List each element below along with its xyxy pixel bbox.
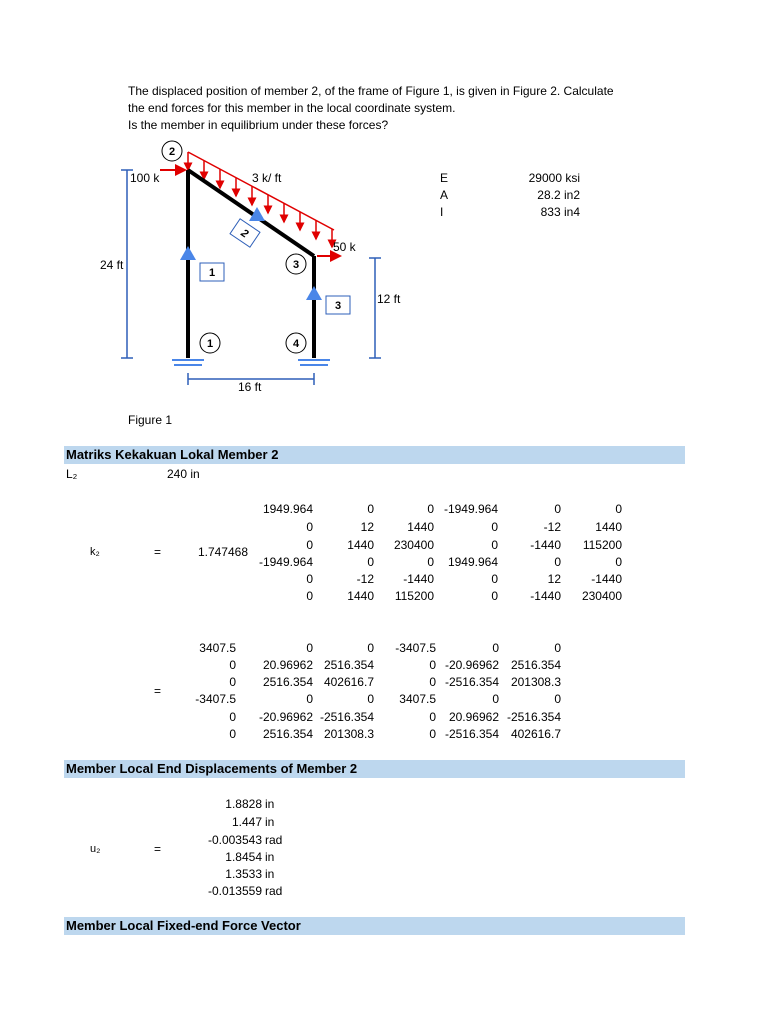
problem-line-3: Is the member in equilibrium under these forces? [128, 118, 389, 132]
matrix-cell: -1949.964 [443, 502, 498, 516]
displacement-unit: rad [265, 833, 283, 847]
matrix-cell: 0 [367, 641, 374, 655]
node-2-label: 2 [168, 146, 176, 158]
matrix-cell: -1440 [403, 572, 434, 586]
matrix-cell: 20.96962 [262, 658, 313, 672]
member-1-direction-icon [180, 246, 196, 260]
matrix-cell: 1440 [347, 538, 374, 552]
node-1-label: 1 [206, 338, 214, 350]
matrix-cell: 0 [491, 538, 498, 552]
matrix-cell: 20.96962 [448, 710, 499, 724]
dimension-12ft-label: 12 ft [377, 292, 401, 306]
displacement-value: 1.3533 [225, 867, 262, 881]
matrix-cell: -20.96962 [258, 710, 313, 724]
matrix-cell: -12 [543, 520, 561, 534]
matrix-cell: 1440 [595, 520, 622, 534]
matrix-cell: 0 [427, 555, 434, 569]
matrix-cell: 0 [554, 641, 561, 655]
displacement-unit: in [265, 867, 275, 881]
member-2-label: 2 [238, 227, 251, 241]
matrix-cell: 0 [615, 555, 622, 569]
node-4-label: 4 [292, 338, 300, 350]
prop-E-label: E [440, 171, 449, 185]
k-equals-2: = [154, 684, 162, 698]
matrix-cell: -2516.354 [319, 710, 374, 724]
displacement-unit: in [265, 797, 275, 811]
section-header-stiffness [64, 446, 685, 464]
k-label: k₂ [90, 546, 100, 558]
length-value: 240 in [167, 467, 200, 481]
load-100k-label: 100 k [130, 171, 160, 185]
section-header-fixed-end [64, 917, 685, 935]
matrix-cell: 2516.354 [262, 727, 313, 741]
node-3-label: 3 [292, 259, 300, 271]
section-title-displacements: Member Local End Displacements of Member 2 [66, 761, 358, 776]
load-distributed-label: 3 k/ ft [252, 171, 282, 185]
support-right [298, 360, 330, 365]
displacement-unit: rad [265, 884, 283, 898]
dimension-24ft-label: 24 ft [100, 258, 124, 272]
matrix-cell: 2516.354 [510, 658, 561, 672]
matrix-cell: 1949.964 [447, 555, 498, 569]
matrix-cell: -1440 [591, 572, 622, 586]
prop-I-value: 833 in4 [540, 205, 580, 219]
matrix-cell: -1440 [530, 589, 561, 603]
matrix-cell: 0 [367, 555, 374, 569]
matrix-cell: 0 [492, 692, 499, 706]
displacement-value: 1.8828 [225, 797, 262, 811]
matrix-cell: 230400 [393, 538, 434, 552]
problem-line-1: The displaced position of member 2, of the frame of Figure 1, is given in Figure 2. Calculate [128, 84, 614, 98]
matrix-cell: 0 [429, 710, 436, 724]
matrix-cell: 2516.354 [262, 675, 313, 689]
matrix-cell: 0 [491, 572, 498, 586]
matrix-cell: 12 [547, 572, 561, 586]
matrix-cell: 0 [554, 555, 561, 569]
displacement-value: 1.8454 [225, 850, 262, 864]
matrix-cell: 0 [306, 520, 313, 534]
matrix-cell: 2516.354 [323, 658, 374, 672]
u-equals: = [154, 842, 162, 856]
matrix-cell: 0 [229, 710, 236, 724]
matrix-cell: 0 [229, 658, 236, 672]
prop-E-value: 29000 ksi [528, 171, 580, 185]
matrix-cell: -12 [356, 572, 374, 586]
load-50k-label: 50 k [333, 240, 356, 254]
member-1-label: 1 [208, 267, 216, 279]
matrix-cell: 0 [429, 658, 436, 672]
matrix-cell: 12 [360, 520, 374, 534]
prop-A-label: A [440, 188, 449, 202]
matrix-cell: 0 [306, 538, 313, 552]
matrix-cell: 0 [229, 675, 236, 689]
displacement-value: 1.447 [231, 815, 262, 829]
matrix-cell: 0 [306, 589, 313, 603]
matrix-cell: 0 [429, 727, 436, 741]
member-3-label: 3 [334, 300, 342, 312]
matrix-cell: -20.96962 [444, 658, 499, 672]
k-equals: = [154, 545, 162, 559]
prop-A-value: 28.2 in2 [537, 188, 580, 202]
displacement-unit: in [265, 815, 275, 829]
matrix-cell: 201308.3 [510, 675, 561, 689]
matrix-cell: 1440 [407, 520, 434, 534]
matrix-cell: 201308.3 [323, 727, 374, 741]
member-3-direction-icon [306, 286, 322, 300]
k-factor: 1.747468 [197, 545, 248, 559]
matrix-cell: -1949.964 [258, 555, 313, 569]
prop-I-label: I [440, 205, 444, 219]
matrix-cell: 1949.964 [262, 502, 313, 516]
matrix-cell: 0 [306, 641, 313, 655]
matrix-cell: 0 [427, 502, 434, 516]
frame-figure [0, 0, 768, 430]
matrix-cell: 115200 [394, 589, 434, 603]
matrix-cell: 0 [306, 572, 313, 586]
matrix-cell: -2516.354 [506, 710, 561, 724]
matrix-cell: 402616.7 [510, 727, 561, 741]
matrix-cell: 0 [491, 520, 498, 534]
matrix-cell: 0 [492, 641, 499, 655]
matrix-cell: 3407.5 [399, 692, 436, 706]
displacement-value: -0.013559 [207, 884, 262, 898]
matrix-cell: 0 [429, 675, 436, 689]
section-header-displacements [64, 760, 685, 778]
problem-line-2: the end forces for this member in the local coordinate system. [128, 101, 456, 115]
matrix-cell: -1440 [530, 538, 561, 552]
matrix-cell: 3407.5 [199, 641, 236, 655]
matrix-cell: 0 [229, 727, 236, 741]
matrix-cell: -3407.5 [395, 641, 436, 655]
section-title-stiffness: Matriks Kekakuan Lokal Member 2 [66, 447, 279, 462]
displacement-unit: in [265, 850, 275, 864]
support-left [172, 360, 204, 365]
matrix-cell: 1440 [347, 589, 374, 603]
distributed-load [188, 152, 334, 247]
matrix-cell: -2516.354 [444, 727, 499, 741]
matrix-cell: 115200 [582, 538, 622, 552]
matrix-cell: 0 [491, 589, 498, 603]
matrix-cell: 402616.7 [323, 675, 374, 689]
dimension-12ft [369, 258, 381, 358]
matrix-cell: -3407.5 [195, 692, 236, 706]
section-title-fixed-end: Member Local Fixed-end Force Vector [66, 918, 301, 933]
matrix-cell: 230400 [581, 589, 622, 603]
u-label: u₂ [90, 843, 101, 855]
matrix-cell: 0 [367, 502, 374, 516]
matrix-cell: 0 [554, 692, 561, 706]
dimension-16ft-label: 16 ft [238, 380, 262, 394]
displacement-value: -0.003543 [207, 833, 262, 847]
matrix-cell: 0 [367, 692, 374, 706]
matrix-cell: 0 [306, 692, 313, 706]
matrix-cell: 0 [615, 502, 622, 516]
length-label: L₂ [66, 467, 78, 481]
figure-caption: Figure 1 [128, 413, 173, 427]
matrix-cell: 0 [554, 502, 561, 516]
matrix-cell: -2516.354 [444, 675, 499, 689]
